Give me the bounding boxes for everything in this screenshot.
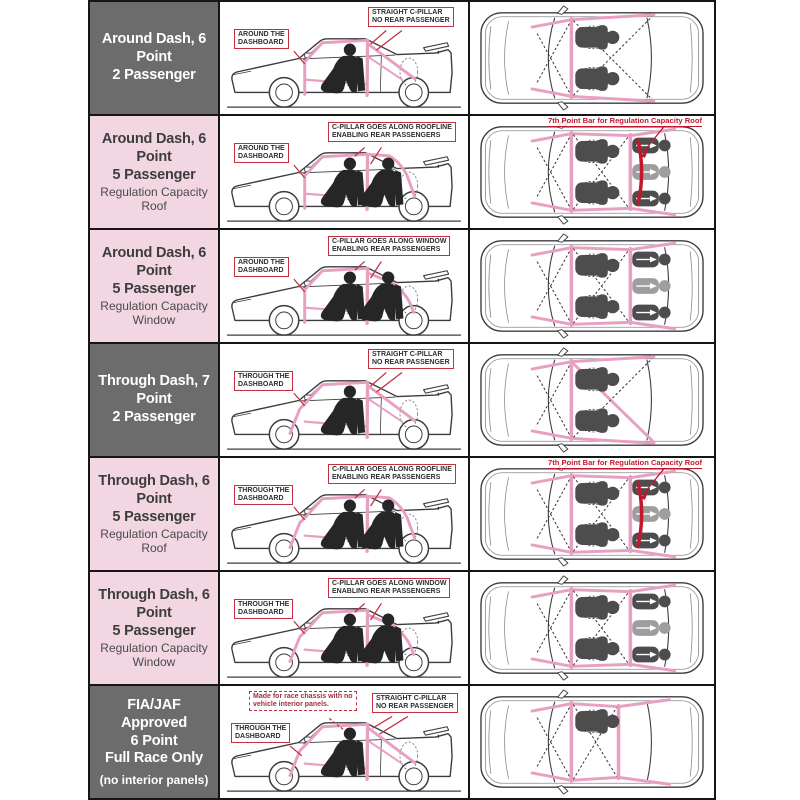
top-view-car-diagram: [470, 230, 714, 342]
table-row: [90, 684, 714, 798]
dashboard-annotation: AROUND THE DASHBOARD: [234, 29, 289, 49]
dashboard-annotation: THROUGH THE DASHBOARD: [234, 371, 293, 391]
race-chassis-annotation: Made for race chassis with no vehicle interior panels.: [249, 691, 357, 711]
top-view-car-diagram: [470, 458, 714, 570]
config-subtitle: Regulation Capacity Roof: [100, 185, 208, 213]
side-view-diagram: [220, 2, 470, 114]
c-pillar-annotation: C-PILLAR GOES ALONG ROOFLINE ENABLING REAR PASSENGERS: [328, 464, 456, 484]
top-view-diagram: [470, 686, 714, 798]
config-label-cell: [90, 230, 220, 342]
dashboard-annotation: AROUND THE DASHBOARD: [234, 143, 289, 163]
config-title-line2: 2 Passenger: [112, 66, 196, 83]
c-pillar-annotation: C-PILLAR GOES ALONG WINDOW ENABLING REAR PASSENGERS: [328, 578, 450, 598]
config-title-line2: 6 Point: [130, 732, 178, 749]
table-row: [90, 114, 714, 228]
config-label-cell: [90, 116, 220, 228]
dashboard-annotation: THROUGH THE DASHBOARD: [234, 599, 293, 619]
seventh-point-bar-note: 7th Point Bar for Regulation Capacity Roof: [548, 458, 702, 467]
top-view-car-diagram: [470, 116, 714, 228]
config-label-cell: [90, 344, 220, 456]
seventh-point-bar-note: 7th Point Bar for Regulation Capacity Roof: [548, 116, 702, 125]
c-pillar-annotation: STRAIGHT C-PILLAR NO REAR PASSENGER: [372, 693, 458, 713]
top-view-car-diagram: [470, 344, 714, 456]
table-row: [90, 2, 714, 114]
top-view-diagram: [470, 458, 714, 570]
config-subtitle: Regulation Capacity Roof: [100, 527, 208, 555]
config-title: Through Dash, 6 Point: [98, 587, 210, 621]
top-view-diagram: [470, 2, 714, 114]
cage-configuration-table: [88, 0, 716, 800]
config-note: (no interior panels): [99, 772, 209, 787]
config-title-line2: 5 Passenger: [112, 508, 196, 525]
dashboard-annotation: AROUND THE DASHBOARD: [234, 257, 289, 277]
top-view-diagram: [470, 572, 714, 684]
top-view-diagram: [470, 230, 714, 342]
top-view-car-diagram: [470, 572, 714, 684]
c-pillar-annotation: STRAIGHT C-PILLAR NO REAR PASSENGER: [368, 349, 454, 369]
dashboard-annotation: THROUGH THE DASHBOARD: [231, 723, 290, 743]
config-title: Around Dash, 6 Point: [101, 131, 207, 165]
config-title-line2: 5 Passenger: [112, 622, 196, 639]
config-label-cell: [90, 686, 220, 798]
side-view-diagram: [220, 572, 470, 684]
c-pillar-annotation: STRAIGHT C-PILLAR NO REAR PASSENGER: [368, 7, 454, 27]
top-view-car-diagram: [470, 2, 714, 114]
table-row: [90, 570, 714, 684]
config-subtitle: Regulation Capacity Window: [100, 299, 208, 327]
config-title-line2: 5 Passenger: [112, 280, 196, 297]
config-label-cell: [90, 572, 220, 684]
config-subtitle: Regulation Capacity Window: [100, 641, 208, 669]
config-title: Through Dash, 7 Point: [98, 373, 210, 408]
config-title: FIA/JAF Approved: [120, 697, 188, 731]
c-pillar-annotation: C-PILLAR GOES ALONG ROOFLINE ENABLING REAR PASSENGERS: [328, 122, 456, 142]
side-view-diagram: [220, 458, 470, 570]
config-title-line3: Full Race Only: [105, 750, 203, 767]
side-view-diagram: [220, 116, 470, 228]
config-label-cell: [90, 458, 220, 570]
table-row: [90, 456, 714, 570]
side-view-diagram: [220, 344, 470, 456]
top-view-car-diagram: [470, 686, 714, 798]
top-view-diagram: [470, 116, 714, 228]
side-view-diagram: [220, 230, 470, 342]
config-title-line2: 5 Passenger: [112, 166, 196, 183]
table-row: [90, 228, 714, 342]
table-row: [90, 342, 714, 456]
config-title-line2: 2 Passenger: [112, 408, 196, 425]
c-pillar-annotation: C-PILLAR GOES ALONG WINDOW ENABLING REAR PASSENGERS: [328, 236, 450, 256]
config-title: Around Dash, 6 Point: [101, 31, 207, 66]
config-label-cell: [90, 2, 220, 114]
side-view-diagram: [220, 686, 470, 798]
top-view-diagram: [470, 344, 714, 456]
config-title: Through Dash, 6 Point: [98, 473, 210, 507]
dashboard-annotation: THROUGH THE DASHBOARD: [234, 485, 293, 505]
config-title: Around Dash, 6 Point: [101, 245, 207, 279]
